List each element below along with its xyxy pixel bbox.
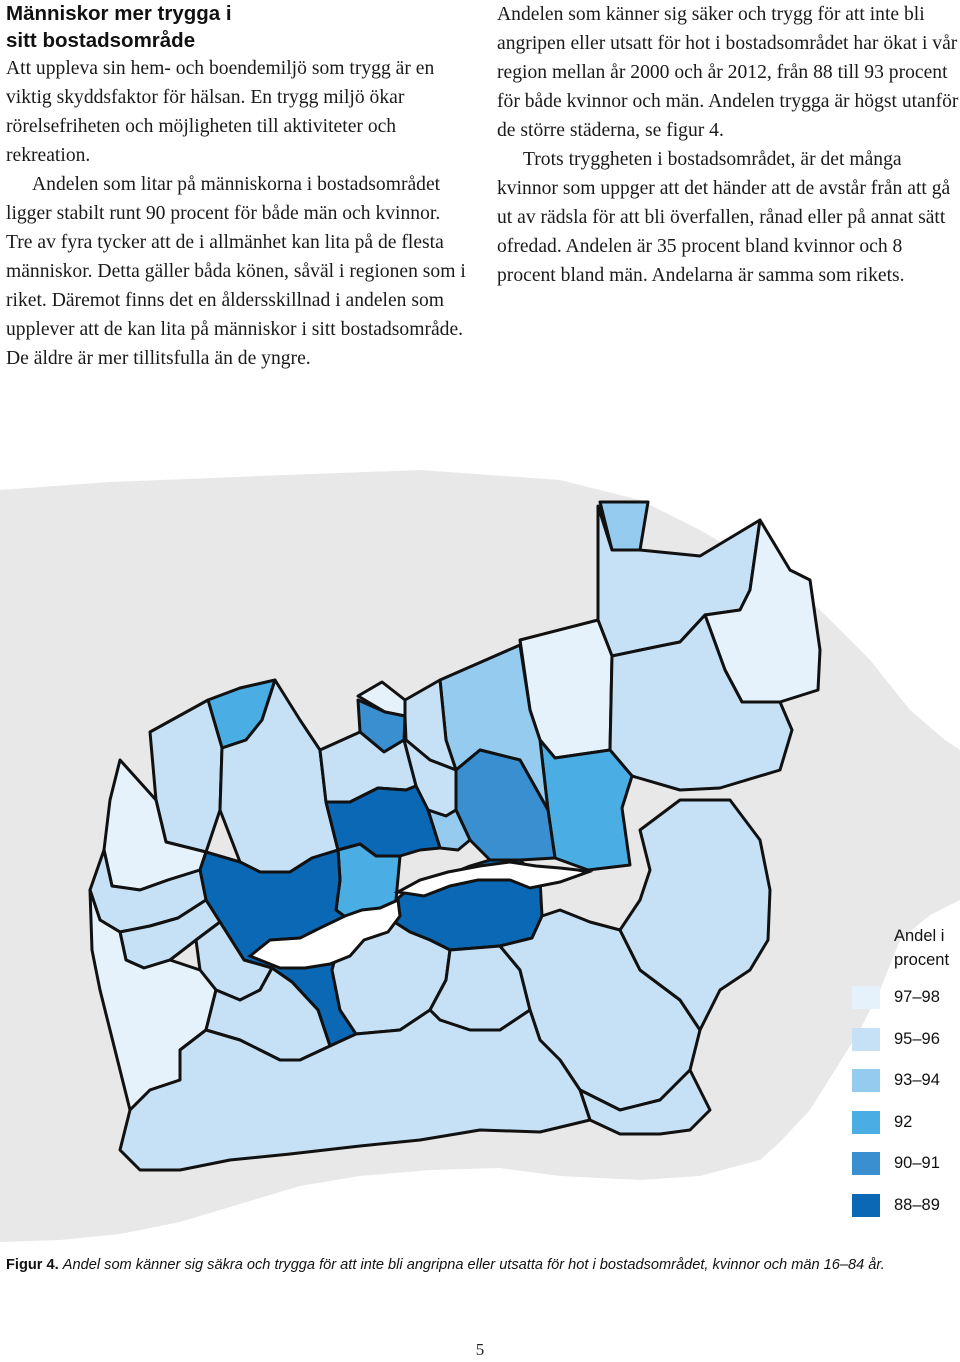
legend-item xyxy=(850,1111,960,1153)
legend-swatch xyxy=(852,1152,880,1175)
legend-swatch xyxy=(852,986,880,1009)
legend-item xyxy=(850,986,960,1028)
legend-swatch xyxy=(852,1069,880,1092)
legend-label: 93–94 xyxy=(894,1071,940,1089)
legend-label: 92 xyxy=(894,1112,913,1131)
figure-label: Figur 4. xyxy=(6,1257,59,1273)
heading-line-1: Människor mer trygga i xyxy=(6,2,232,25)
legend-label: 88–89 xyxy=(894,1195,940,1214)
legend-item xyxy=(850,1069,960,1111)
right-paragraph-2: Trots tryggheten i bostadsområdet, är det många kvinnor som uppger att det händer att de avstår från att gå ut av rädsla för att bli överfallen, rånad eller på annat sätt ofredad. Andelen är 35 procent bland kvinnor och 8 procent bland män. Andelarna är samma som rikets. xyxy=(497,149,951,286)
legend-label: 97–98 xyxy=(894,988,940,1006)
figure-caption xyxy=(6,1255,906,1275)
left-column xyxy=(6,0,468,373)
heading-line-2: sitt bostadsområde xyxy=(6,29,196,52)
legend-label: 90–91 xyxy=(894,1154,940,1172)
page-number: 5 xyxy=(475,1340,485,1359)
legend-swatch xyxy=(852,1111,880,1134)
legend-swatch xyxy=(852,1194,880,1217)
right-column xyxy=(497,0,959,290)
legend-item xyxy=(850,1194,960,1236)
legend-swatch xyxy=(852,1028,880,1051)
region-map xyxy=(0,470,960,1242)
legend-label: 95–96 xyxy=(894,1029,940,1048)
map-svg xyxy=(0,470,960,1242)
figure-text: Andel som känner sig säkra och trygga för att inte bli angripna eller utsatta för hot i bostadsområdet, kvinnor och män 16–84 år. xyxy=(62,1257,885,1273)
section-heading xyxy=(6,0,468,54)
right-paragraph-1: Andelen som känner sig säker och trygg för att inte bli angripen eller utsatt för hot i bostadsområdet har ökat i vår region mellan år 2000 och år 2012, från 88 till 93 procent för både kvinnor och män. Andelen trygga är högst utanför de större städerna, se figur 4. xyxy=(497,4,959,141)
legend-title: Andel i procent xyxy=(894,927,950,969)
map-legend xyxy=(850,924,960,1235)
legend-item xyxy=(850,1152,960,1194)
legend-item xyxy=(850,1028,960,1070)
left-paragraph-2: Andelen som litar på människorna i bostadsområdet ligger stabilt runt 90 procent för både män och kvinnor. Tre av fyra tycker att de i allmänhet kan lita på de flesta människor. Detta gäller båda könen, såväl i regionen som i riket. Däremot finns det en åldersskillnad i andelen som upplever att de kan lita på människor i sitt bostadsområde. De äldre är mer tillitsfulla än de yngre. xyxy=(6,174,466,369)
left-paragraph-1: Att uppleva sin hem- och boendemiljö som trygg är en viktig skyddsfaktor för hälsan. En trygg miljö ökar rörelsefriheten och möjligheten till aktiviteter och rekreation. xyxy=(6,58,435,166)
